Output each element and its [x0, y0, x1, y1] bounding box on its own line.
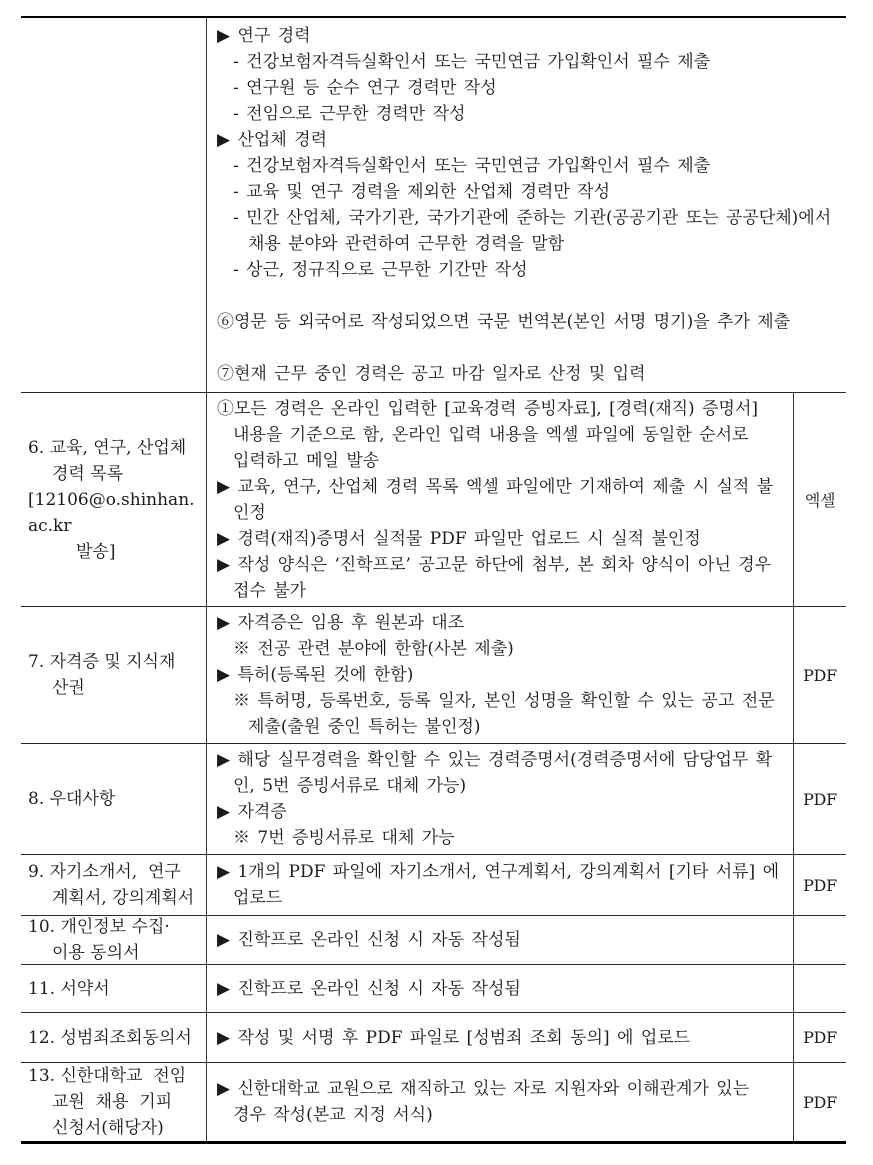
label-line: 8. 우대사항: [28, 789, 116, 809]
content-line: 경우 작성(본교 지정 서식): [233, 1105, 433, 1125]
label-line: 12. 성범죄조회동의서: [28, 1027, 192, 1048]
content-line: ▶ 해당 실무경력을 확인할 수 있는 경력증명서(경력증명서에 담당업무 확: [217, 750, 773, 770]
content-line: 제출(출원 중인 특허는 불인정): [248, 717, 481, 737]
content-line: ▶ 신한대학교 교원으로 재직하고 있는 자로 지원자와 이해관계가 있는: [217, 1079, 750, 1099]
content-line: ▶ 경력(재직)증명서 실적물 PDF 파일만 업로드 시 실적 불인정: [217, 528, 701, 549]
content-line: ⑦현재 근무 중인 경력은 공고 마감 일자로 산정 및 입력: [217, 364, 646, 384]
row-label-cell: [21, 393, 206, 606]
content-line: 업로드: [233, 888, 283, 908]
table-row: [21, 1063, 846, 1141]
label-line: 신청서(해당자): [52, 1118, 164, 1138]
label-line: 경력 목록: [52, 463, 124, 484]
content-line: ▶ 자격증은 임용 후 원본과 대조: [217, 613, 465, 633]
row-label-cell: [21, 916, 206, 964]
row-file-format-cell: [793, 916, 846, 964]
content-line: ⑥영문 등 외국어로 작성되었으면 국문 번역본(본인 서명 명기)을 추가 제출: [217, 312, 791, 332]
table-row: [21, 393, 846, 607]
label-line: 11. 서약서: [28, 978, 110, 999]
content-line: - 건강보험자격득실확인서 또는 국민연금 가입확인서 필수 제출: [233, 52, 711, 72]
content-line: ▶ 1개의 PDF 파일에 자기소개서, 연구계획서, 강의계획서 [기타 서류] 에: [217, 862, 780, 882]
content-line: 내용을 기준으로 함, 온라인 입력 내용을 엑셀 파일에 동일한 순서로: [233, 424, 749, 445]
row-file-format-cell: PDF: [793, 855, 846, 915]
content-line: ▶ 연구 경력: [217, 26, 311, 46]
content-line: ※ 전공 관련 분야에 한함(사본 제출): [233, 639, 514, 659]
table-row: [21, 18, 846, 393]
row-content-cell: [206, 393, 793, 606]
content-line: - 교육 및 연구 경력을 제외한 산업체 경력만 작성: [233, 182, 610, 202]
content-line: ※ 7번 증빙서류로 대체 가능: [233, 828, 455, 848]
content-line: ▶ 교육, 연구, 산업체 경력 목록 엑셀 파일에만 기재하여 제출 시 실적 불: [217, 476, 774, 497]
row-label-cell: [21, 1013, 206, 1062]
row-content-cell: [206, 916, 793, 964]
content-line: 인정: [233, 502, 266, 523]
row-content-cell: [206, 1063, 793, 1141]
content-line: ▶ 진학프로 온라인 신청 시 자동 작성됨: [217, 930, 521, 950]
content-line: ▶ 진학프로 온라인 신청 시 자동 작성됨: [217, 978, 521, 999]
label-line: 6. 교육, 연구, 산업체: [28, 437, 187, 458]
row-label-cell: [21, 607, 206, 743]
label-line: 산권: [52, 678, 85, 698]
content-line: 채용 분야와 관련하여 근무한 경력을 말함: [248, 234, 565, 254]
row-file-format-cell: PDF: [793, 607, 846, 743]
label-line: 교원 채용 기피: [52, 1092, 173, 1112]
table-row: [21, 855, 846, 916]
content-line: ▶ 작성 양식은 ‘진학프로’ 공고문 하단에 첨부, 본 회차 양식이 아닌 경우: [217, 554, 772, 575]
row-label-cell: [21, 965, 206, 1012]
content-line: 입력하고 메일 발송: [233, 450, 380, 471]
table-row: [21, 1013, 846, 1063]
label-line: 13. 신한대학교 전임: [28, 1066, 187, 1086]
content-line: ▶ 작성 및 서명 후 PDF 파일로 [성범죄 조회 동의] 에 업로드: [217, 1027, 691, 1048]
table-row: [21, 744, 846, 855]
label-line: 10. 개인정보 수집·: [28, 917, 170, 937]
table-row: [21, 607, 846, 744]
row-label-cell: [21, 18, 206, 392]
row-file-format-cell: [793, 965, 846, 1012]
content-line: ※ 특허명, 등록번호, 등록 일자, 본인 성명을 확인할 수 있는 공고 전문: [233, 691, 775, 711]
content-line: - 건강보험자격득실확인서 또는 국민연금 가입확인서 필수 제출: [233, 156, 711, 176]
content-line: - 전임으로 근무한 경력만 작성: [233, 104, 466, 124]
label-line: 계획서, 강의계획서: [52, 888, 195, 908]
table-row: [21, 965, 846, 1013]
content-line: 인, 5번 증빙서류로 대체 가능): [233, 776, 467, 796]
row-file-format-cell: PDF: [793, 1063, 846, 1141]
content-line: - 상근, 정규직으로 근무한 기간만 작성: [233, 260, 528, 280]
row-content-cell: [206, 1013, 793, 1062]
label-line: 7. 자격증 및 지식재: [28, 652, 176, 672]
row-content-cell: [206, 607, 793, 743]
row-label-cell: [21, 744, 206, 854]
row-content-cell: [206, 965, 793, 1012]
required-documents-table: [21, 16, 846, 1144]
row-content-cell: [206, 744, 793, 854]
content-line: [217, 335, 838, 361]
label-line: 발송]: [76, 541, 116, 562]
row-file-format-cell: 엑셀: [793, 393, 846, 606]
row-content-cell: [206, 855, 793, 915]
label-line: 이용 동의서: [52, 943, 140, 963]
content-line: [217, 283, 838, 309]
row-file-format-cell: PDF: [793, 744, 846, 854]
row-label-cell: [21, 855, 206, 915]
content-line: - 연구원 등 순수 연구 경력만 작성: [233, 78, 497, 98]
table-row: [21, 916, 846, 965]
label-line: 9. 자기소개서, 연구: [28, 862, 181, 882]
row-file-format-cell: PDF: [793, 1013, 846, 1062]
label-line: [12106@o.shinhan.ac.kr: [28, 489, 195, 536]
content-line: ▶ 산업체 경력: [217, 130, 327, 150]
row-label-cell: [21, 1063, 206, 1141]
content-line: ①모든 경력은 온라인 입력한 [교육경력 증빙자료], [경력(재직) 증명서]: [217, 398, 758, 419]
content-line: ▶ 특허(등록된 것에 한함): [217, 665, 414, 685]
content-line: 접수 불가: [233, 580, 307, 601]
content-line: - 민간 산업체, 국가기관, 국가기관에 준하는 기관(공공기관 또는 공공단체)에서: [233, 208, 832, 228]
content-line: ▶ 자격증: [217, 802, 287, 822]
row-content-cell: [206, 18, 846, 392]
